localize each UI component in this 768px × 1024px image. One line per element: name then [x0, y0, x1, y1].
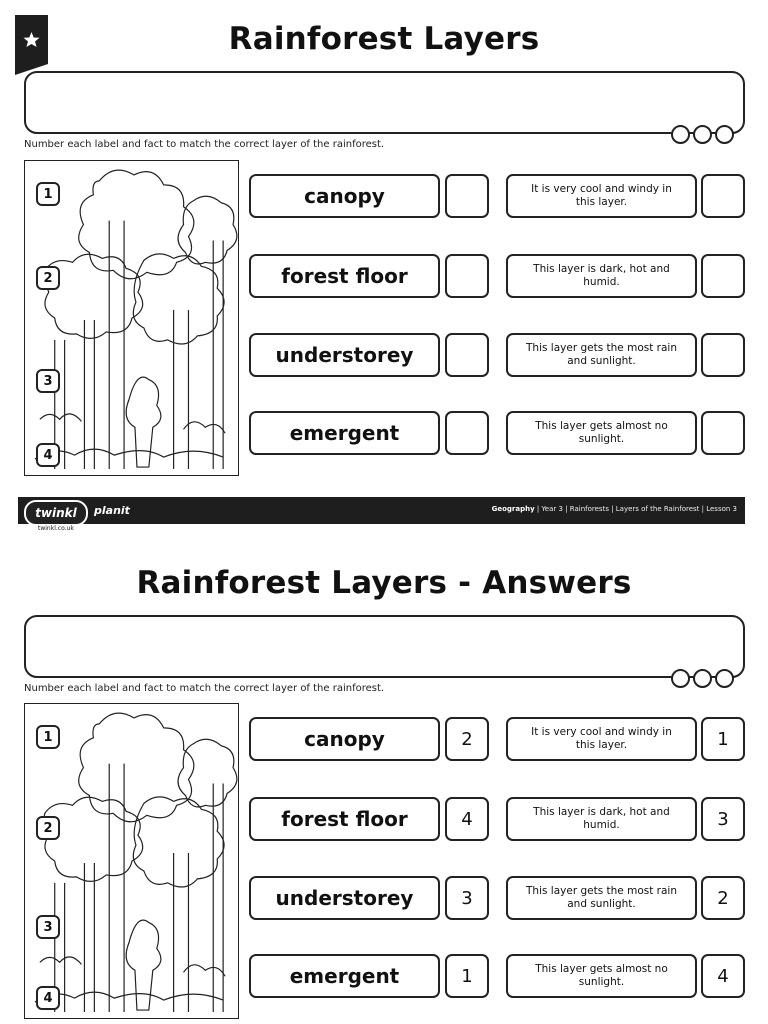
fact-card: This layer gets almost no sunlight.: [506, 411, 697, 455]
label-answer-box[interactable]: 3: [445, 876, 489, 920]
layer-marker-2: 2: [36, 266, 60, 290]
label-canopy: canopy: [249, 717, 440, 761]
fact-card: This layer gets the most rain and sunlight.: [506, 333, 697, 377]
logo-text: twinkl: [24, 500, 88, 526]
label-answer-box[interactable]: [445, 254, 489, 298]
label-answer-box[interactable]: 2: [445, 717, 489, 761]
fact-answer-box[interactable]: 2: [701, 876, 745, 920]
label-answer-box[interactable]: [445, 174, 489, 218]
name-box: [24, 615, 745, 678]
layer-marker-1: 1: [36, 725, 60, 749]
footer-path: | Year 3 | Rainforests | Layers of the Rainforest | Lesson 3: [534, 505, 737, 513]
name-box: [24, 71, 745, 134]
fact-answer-box[interactable]: [701, 174, 745, 218]
label-answer-box[interactable]: 1: [445, 954, 489, 998]
fact-card: This layer is dark, hot and humid.: [506, 797, 697, 841]
fact-answer-box[interactable]: [701, 411, 745, 455]
layer-marker-3: 3: [36, 369, 60, 393]
page-title: Rainforest Layers: [228, 21, 540, 57]
rainforest-trees-illustration: [24, 160, 239, 476]
layer-marker-4: 4: [36, 443, 60, 467]
instruction-text: Number each label and fact to match the correct layer of the rainforest.: [24, 139, 385, 150]
fact-answer-box[interactable]: 1: [701, 717, 745, 761]
instruction-text: Number each label and fact to match the correct layer of the rainforest.: [24, 683, 385, 694]
label-emergent: emergent: [249, 411, 440, 455]
fact-answer-box[interactable]: 4: [701, 954, 745, 998]
label-understorey: understorey: [249, 876, 440, 920]
fact-card: It is very cool and windy in this layer.: [506, 717, 697, 761]
fact-card: This layer gets the most rain and sunlight.: [506, 876, 697, 920]
label-answer-box[interactable]: [445, 411, 489, 455]
fact-answer-box[interactable]: [701, 254, 745, 298]
label-answer-box[interactable]: 4: [445, 797, 489, 841]
label-canopy: canopy: [249, 174, 440, 218]
label-forest-floor: forest floor: [249, 254, 440, 298]
layer-marker-2: 2: [36, 816, 60, 840]
layer-marker-1: 1: [36, 182, 60, 206]
label-forest-floor: forest floor: [249, 797, 440, 841]
fact-card: It is very cool and windy in this layer.: [506, 174, 697, 218]
layer-marker-4: 4: [36, 986, 60, 1010]
fact-answer-box[interactable]: [701, 333, 745, 377]
fact-answer-box[interactable]: 3: [701, 797, 745, 841]
rainforest-trees-illustration: [24, 703, 239, 1019]
fact-card: This layer gets almost no sunlight.: [506, 954, 697, 998]
footer-breadcrumb: [492, 505, 737, 513]
decorative-circles: [671, 125, 734, 144]
twinkl-logo[interactable]: [18, 487, 130, 532]
fact-card: This layer is dark, hot and humid.: [506, 254, 697, 298]
answers-title: Rainforest Layers - Answers: [136, 565, 632, 601]
planit-brand: planit: [94, 504, 130, 517]
footer-subject: Geography: [491, 505, 535, 513]
label-understorey: understorey: [249, 333, 440, 377]
decorative-circles: [671, 669, 734, 688]
label-emergent: emergent: [249, 954, 440, 998]
label-answer-box[interactable]: [445, 333, 489, 377]
website-text: twinkl.co.uk: [38, 525, 74, 532]
layer-marker-3: 3: [36, 915, 60, 939]
